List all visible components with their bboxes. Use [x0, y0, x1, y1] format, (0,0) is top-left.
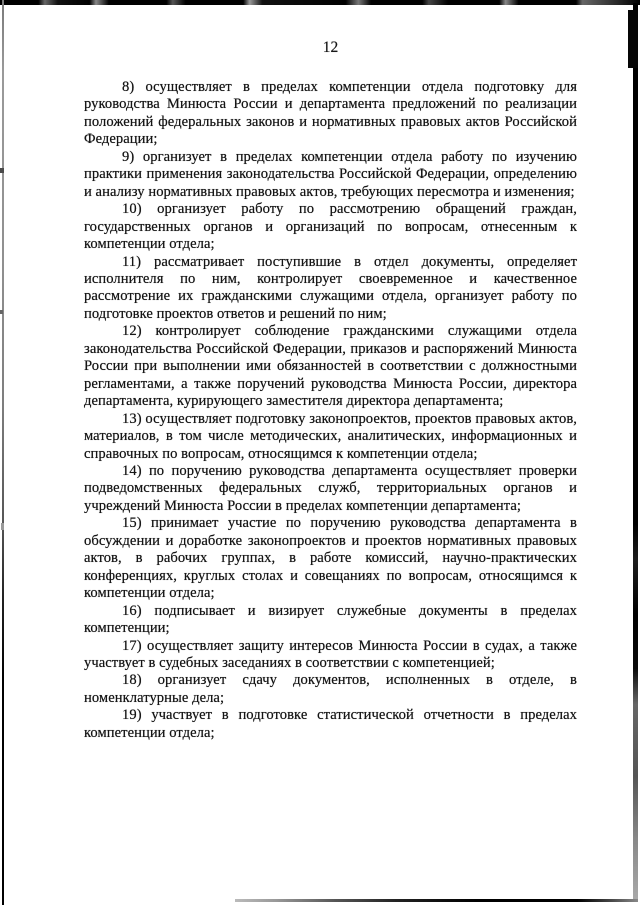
paragraph-12: 12) контролирует соблюдение гражданскими служащими отдела законодательства Российской Федерации, приказов и распоряжений Минюста России при выполнении ими обязанностей в соответствии с должностными регламентами, а также поручений руководства Минюста России, директора департамента, курирующего заместителя директора департамента;: [84, 323, 577, 410]
paragraph-16: 16) подписывает и визирует служебные документы в пределах компетенции;: [84, 602, 577, 637]
scan-artifact-left-tick: [0, 310, 3, 314]
paragraph-8: 8) осуществляет в пределах компетенции отдела подготовку для руководства Минюста России и департамента предложений по реализации положений федеральных законов и нормативных правовых актов Российской Федерации;: [84, 79, 577, 148]
paragraph-10: 10) организует работу по рассмотрению обращений граждан, государственных органов и организаций по вопросам, отнесенным к компетенции отдела;: [84, 201, 577, 253]
paragraph-11: 11) рассматривает поступившие в отдел документы, определяет исполнителя по ним, контролирует своевременное и качественное рассмотрение их гражданскими служащими отдела, организует работу по подготовке проектов ответов и решений по ним;: [84, 253, 577, 322]
scan-artifact-bottom-edge: [235, 899, 638, 902]
paragraph-15: 15) принимает участие по поручению руководства департамента в обсуждении и доработке законопроектов и проектов нормативных правовых актов, в рабочих группах, в работе комиссий, научно-практических конференциях, круглых столах и совещаниях по вопросам, относящимся к компетенции отдела;: [84, 515, 577, 602]
paragraph-13: 13) осуществляет подготовку законопроектов, проектов правовых актов, материалов, в том числе методических, аналитических, информационных и справочных по вопросам, относящимся к компетенции отдела;: [84, 410, 577, 462]
scan-artifact-right-edge: [633, 3, 638, 902]
scan-artifact-top-edge: [0, 0, 640, 5]
paragraph-14: 14) по поручению руководства департамента осуществляет проверки подведомственных федеральных служб, территориальных органов и учреждений Минюста России в пределах компетенции департамента;: [84, 462, 577, 514]
document-body: [84, 79, 577, 742]
paragraph-17: 17) осуществляет защиту интересов Минюста России в судах, а также участвует в судебных заседаниях в соответствии с компетенцией;: [84, 637, 577, 671]
scan-artifact-right-top-block: [628, 10, 638, 68]
scan-artifact-left-edge: [2, 0, 4, 905]
paragraph-18: 18) организует сдачу документов, исполненных в отделе, в номенклатурные дела;: [84, 672, 577, 706]
scan-artifact-left-tick: [1, 523, 4, 530]
paragraph-9: 9) организует в пределах компетенции отдела работу по изучению практики применения законодательства Российской Федерации, определению и анализу нормативных правовых актов, требующих пересмотра и изменения;: [84, 148, 577, 200]
page-number: 12: [322, 39, 339, 56]
scan-artifact-left-tick: [0, 168, 4, 173]
paragraph-19: 19) участвует в подготовке статистической отчетности в пределах компетенции отдела;: [84, 707, 577, 741]
